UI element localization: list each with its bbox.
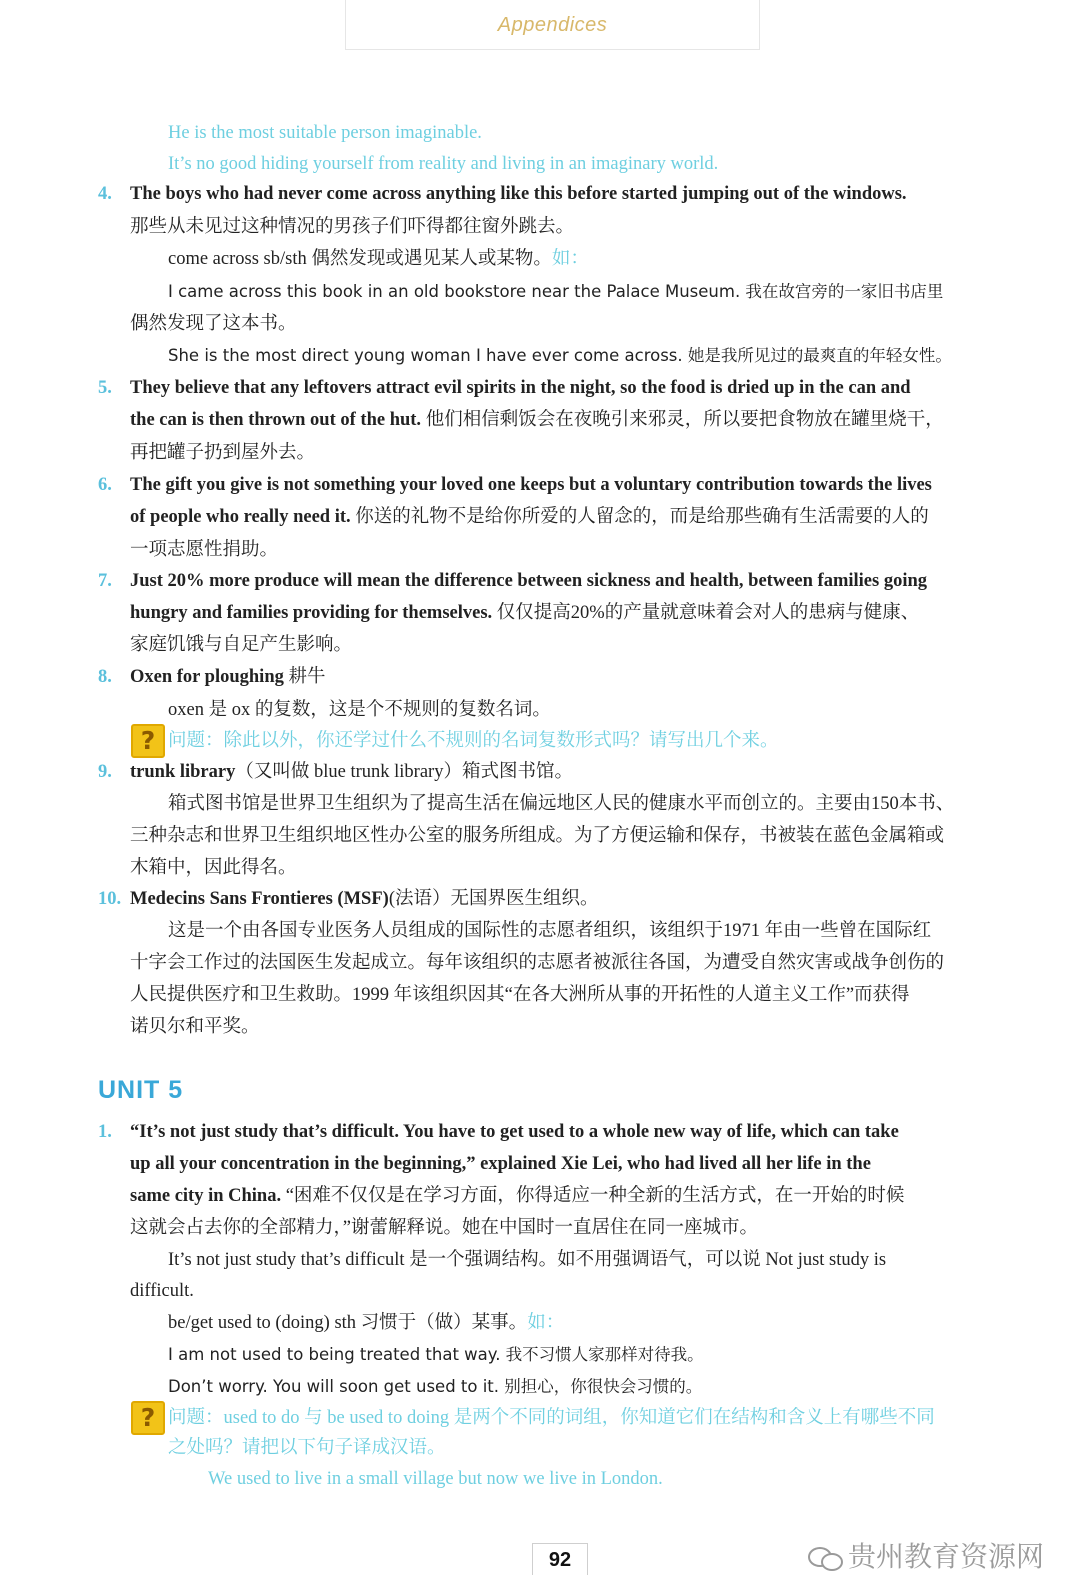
question-icon: ?: [131, 1401, 165, 1435]
question-line: 问题：used to do 与 be used to doing 是两个不同的词组，你知道它们在结构和含义上有哪些不同: [168, 1408, 935, 1428]
sentence-en: “It’s not just study that’s difficult. You have to get used to a whole new way of life, which can take: [130, 1122, 899, 1142]
term-en: trunk library: [130, 762, 236, 782]
term-zh: （又叫做 blue trunk library）箱式图书馆。: [235, 762, 573, 782]
sentence-en: Just 20% more produce will mean the difference between sickness and health, between families going: [130, 571, 927, 591]
item-number: 10.: [98, 889, 122, 909]
sentence-en: The boys who had never come across anything like this before started jumping out of the windows.: [130, 184, 907, 204]
body-line: 木箱中，因此得名。: [130, 858, 297, 878]
item-number: 4.: [98, 184, 112, 204]
term-en: Medecins Sans Frontieres (MSF): [130, 889, 389, 909]
note-text: be/get used to (doing) sth 习惯于（做）某事。: [168, 1313, 528, 1333]
question-line: 问题：除此以外，你还学过什么不规则的名词复数形式吗？请写出几个来。: [168, 731, 779, 751]
sentence-zh: 一项志愿性捐助。: [130, 540, 279, 560]
item-number: 1.: [98, 1122, 112, 1142]
example-line: I am not used to being treated that way. 我不习惯人家那样对待我。: [168, 1345, 704, 1364]
sentence-en: They believe that any leftovers attract evil spirits in the night, so the food is dried up in the can and: [130, 378, 911, 398]
item-number: 5.: [98, 378, 112, 398]
item-number: 7.: [98, 571, 112, 591]
example-line: 偶然发现了这本书。: [130, 314, 297, 334]
note-line: [168, 247, 589, 271]
sentence-line: [130, 408, 944, 432]
sentence-zh: 仅仅提高20%的产量就意味着会对人的患病与健康、: [496, 603, 920, 623]
item-number: 6.: [98, 475, 112, 495]
body-line: difficult.: [130, 1281, 194, 1301]
running-header: [345, 0, 760, 50]
example-label: 如：: [527, 1313, 565, 1333]
watermark-text: 贵州教育资源网: [848, 1540, 1045, 1573]
wechat-icon: [808, 1545, 844, 1571]
sentence-zh: 家庭饥饿与自足产生影响。: [130, 635, 353, 655]
body-line: 诺贝尔和平奖。: [130, 1017, 260, 1037]
term-zh: (法语）无国界医生组织。: [388, 889, 599, 909]
sentence-zh: 他们相信剩饭会在夜晚引来邪灵，所以要把食物放在罐里烧干，: [425, 410, 944, 430]
watermark: [808, 1535, 1044, 1575]
sentence-en: The gift you give is not something your loved one keeps but a voluntary contribution towards the lives: [130, 475, 932, 495]
sentence-en: up all your concentration in the beginning,” explained Xie Lei, who had lived all her life in the: [130, 1154, 871, 1174]
sentence-zh: “困难不仅仅是在学习方面，你得适应一种全新的生活方式，在一开始的时候: [285, 1186, 905, 1206]
sentence-zh: 你送的礼物不是给你所爱的人留念的，而是给那些确有生活需要的人的: [355, 507, 929, 527]
term-en: Oxen for ploughing: [130, 667, 284, 687]
example-line: He is the most suitable person imaginable.: [168, 123, 482, 143]
header-title: Appendices: [497, 14, 608, 36]
term-zh: 耕牛: [288, 667, 326, 687]
sentence-en: of people who really need it.: [130, 507, 351, 527]
note-text: come across sb/sth 偶然发现或遇见某人或某物。: [168, 249, 552, 269]
term-line: [130, 665, 326, 689]
example-line: Don’t worry. You will soon get used to it. 别担心，你很快会习惯的。: [168, 1377, 703, 1396]
example-line: She is the most direct young woman I have ever come across. 她是我所见过的最爽直的年轻女性。: [168, 346, 952, 365]
example-line: It’s no good hiding yourself from reality and living in an imaginary world.: [168, 154, 719, 174]
sentence-line: [130, 505, 929, 529]
body-line: 人民提供医疗和卫生救助。1999 年该组织因其“在各大洲所从事的开拓性的人道主义工作”而获得: [130, 985, 910, 1005]
sentence-line: [130, 1184, 904, 1208]
body-line: 箱式图书馆是世界卫生组织为了提高生活在偏远地区人民的健康水平而创立的。主要由150本书、: [168, 794, 955, 814]
sentence-zh: 这就会占去你的全部精力，”谢蕾解释说。她在中国时一直居住在同一座城市。: [130, 1218, 758, 1238]
sentence-zh: 那些从未见过这种情况的男孩子们吓得都往窗外跳去。: [130, 217, 575, 237]
item-number: 8.: [98, 667, 112, 687]
term-line: [130, 887, 598, 911]
example-line: I came across this book in an old bookstore near the Palace Museum. 我在故宫旁的一家旧书店里: [168, 282, 944, 301]
question-icon: ?: [131, 724, 165, 758]
sentence-en: hungry and families providing for themselves.: [130, 603, 493, 623]
sentence-line: [130, 601, 919, 625]
body-line: 十字会工作过的法国医生发起成立。每年该组织的志愿者被派往各国，为遭受自然灾害或战争创伤的: [130, 953, 945, 973]
note-line: [168, 1311, 564, 1335]
sentence-zh: 再把罐子扔到屋外去。: [130, 443, 316, 463]
question-example: We used to live in a small village but now we live in London.: [208, 1469, 663, 1489]
body-line: It’s not just study that’s difficult 是一个强调结构。如不用强调语气，可以说 Not just study is: [168, 1250, 887, 1270]
example-label: 如：: [551, 249, 589, 269]
body-line: 三种杂志和世界卫生组织地区性办公室的服务所组成。为了方便运输和保存，书被装在蓝色金属箱或: [130, 826, 945, 846]
body-line: 这是一个由各国专业医务人员组成的国际性的志愿者组织，该组织于1971 年由一些曾在国际红: [168, 921, 932, 941]
term-line: [130, 760, 573, 784]
sentence-en: the can is then thrown out of the hut.: [130, 410, 422, 430]
sentence-en: same city in China.: [130, 1186, 282, 1206]
item-number: 9.: [98, 762, 112, 782]
page-number: 92: [532, 1543, 588, 1575]
note-line: oxen 是 ox 的复数，这是个不规则的复数名词。: [168, 700, 551, 720]
unit-heading: UNIT 5: [98, 1076, 184, 1104]
question-line: 之处吗？请把以下句子译成汉语。: [168, 1438, 446, 1458]
